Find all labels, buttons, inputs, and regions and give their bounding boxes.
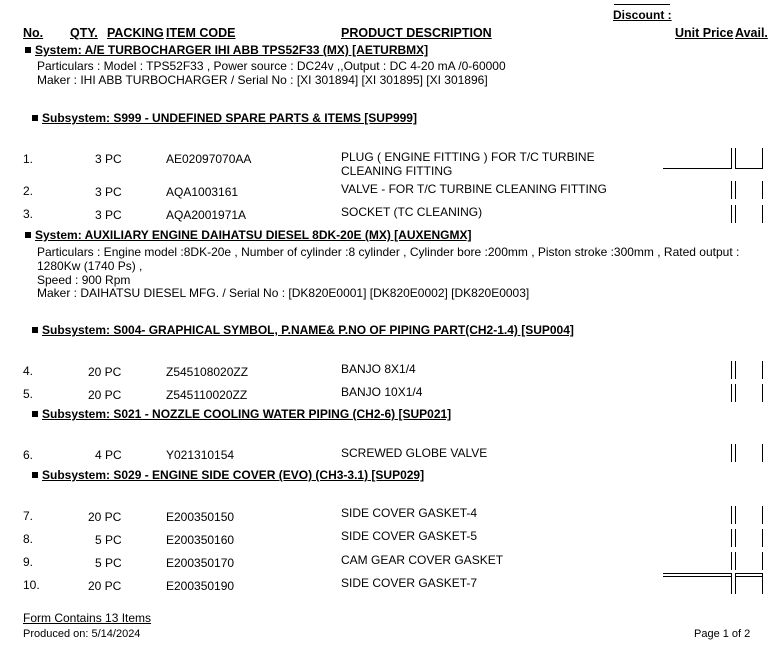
box-divider xyxy=(762,361,763,379)
bullet-icon xyxy=(32,327,38,333)
box-divider xyxy=(762,205,763,223)
subsystem-title-text: Subsystem: S021 - NOZZLE COOLING WATER PIPING (CH2-6) [SUP021] xyxy=(42,407,452,421)
item-no: 6. xyxy=(23,448,34,462)
system-speed: Speed : 900 Rpm xyxy=(37,273,131,287)
header-qty: QTY. xyxy=(70,26,98,40)
avail-box[interactable] xyxy=(736,148,762,169)
subsystem-title xyxy=(32,468,424,482)
box-divider xyxy=(735,384,736,402)
item-desc: CAM GEAR COVER GASKET xyxy=(341,553,504,567)
item-qty: 3 PC xyxy=(95,185,122,199)
system-maker: Maker : DAIHATSU DIESEL MFG. / Serial No : [DK820E0001] [DK820E0002] [DK820E0003] xyxy=(37,286,530,300)
item-qty: 4 PC xyxy=(95,448,122,462)
item-desc: SIDE COVER GASKET-7 xyxy=(341,576,478,590)
item-qty: 3 PC xyxy=(95,152,122,166)
item-desc: BANJO 10X1/4 xyxy=(341,385,423,399)
box-divider xyxy=(762,181,763,199)
box-divider xyxy=(731,148,732,169)
header-no: No. xyxy=(23,26,44,40)
box-divider xyxy=(762,148,763,169)
box-divider xyxy=(762,529,763,547)
header-item-code: ITEM CODE xyxy=(166,26,236,40)
item-desc: SIDE COVER GASKET-5 xyxy=(341,529,478,543)
box-divider xyxy=(735,529,736,547)
header-description: PRODUCT DESCRIPTION xyxy=(341,26,492,40)
header-packing: PACKING xyxy=(107,26,164,40)
system-particulars: Particulars : Engine model :8DK-20e , Number of cylinder :8 cylinder , Cylinder bore :200mm , Piston stroke :300mm , Rated output : xyxy=(37,245,740,259)
item-code: AQA2001971A xyxy=(166,208,247,222)
header-avail: Avail. xyxy=(735,26,768,40)
item-no: 3. xyxy=(23,207,34,221)
system-title xyxy=(25,228,472,242)
item-no: 4. xyxy=(23,364,34,378)
item-code: AE02097070AA xyxy=(166,152,252,166)
box-divider xyxy=(731,529,732,547)
box-divider xyxy=(762,444,763,462)
item-code: E200350150 xyxy=(166,510,235,524)
item-desc: SIDE COVER GASKET-4 xyxy=(341,506,478,520)
item-desc: SOCKET (TC CLEANING) xyxy=(341,205,483,219)
subsystem-title xyxy=(32,407,451,421)
system-maker: Maker : IHI ABB TURBOCHARGER / Serial No : [XI 301894] [XI 301895] [XI 301896] xyxy=(37,73,488,87)
produced-on: Produced on: 5/14/2024 xyxy=(23,628,141,640)
item-no: 9. xyxy=(23,555,34,569)
item-qty: 20 PC xyxy=(88,365,122,379)
item-code: E200350190 xyxy=(166,579,235,593)
unit-price-box[interactable] xyxy=(663,573,731,574)
box-divider xyxy=(731,444,732,462)
avail-box[interactable] xyxy=(736,573,762,574)
system-title-text: System: AUXILIARY ENGINE DAIHATSU DIESEL 8DK-20E (MX) [AUXENGMX] xyxy=(35,228,472,242)
box-divider xyxy=(762,506,763,524)
item-desc: PLUG ( ENGINE FITTING ) FOR T/C TURBINE xyxy=(341,150,595,164)
page-number: Page 1 of 2 xyxy=(694,628,751,640)
box-divider xyxy=(735,552,736,570)
discount-top-line xyxy=(614,0,670,5)
form-contains-link: Form Contains 13 Items xyxy=(23,611,152,625)
item-code: Y021310154 xyxy=(166,448,235,462)
discount-label: Discount : xyxy=(613,8,672,22)
bullet-icon xyxy=(32,472,38,478)
box-divider xyxy=(735,181,736,199)
box-divider xyxy=(735,506,736,524)
item-qty: 20 PC xyxy=(88,388,122,402)
bullet-icon xyxy=(25,47,31,53)
box-divider xyxy=(731,361,732,379)
item-desc: BANJO 8X1/4 xyxy=(341,362,416,376)
unit-price-box[interactable] xyxy=(663,148,731,169)
item-qty: 5 PC xyxy=(95,533,122,547)
item-qty: 3 PC xyxy=(95,208,122,222)
box-divider xyxy=(731,384,732,402)
subsystem-title xyxy=(32,111,417,125)
subsystem-title-text: Subsystem: S004- GRAPHICAL SYMBOL, P.NAME& P.NO OF PIPING PART(CH2-1.4) [SUP004] xyxy=(42,323,574,337)
bullet-icon xyxy=(32,115,38,121)
item-desc: VALVE - FOR T/C TURBINE CLEANING FITTING xyxy=(341,182,607,196)
bullet-icon xyxy=(25,232,31,238)
item-code: AQA1003161 xyxy=(166,185,239,199)
item-desc-cont: CLEANING FITTING xyxy=(341,164,453,178)
item-code: E200350170 xyxy=(166,556,235,570)
box-divider xyxy=(735,205,736,223)
box-divider xyxy=(735,444,736,462)
box-divider xyxy=(731,552,732,570)
subsystem-title xyxy=(32,323,574,337)
item-code: Z545108020ZZ xyxy=(166,365,249,379)
box-divider xyxy=(762,384,763,402)
system-particulars: Particulars : Model : TPS52F33 , Power source : DC24v ,,Output : DC 4-20 mA /0-60000 xyxy=(37,59,506,73)
box-divider xyxy=(735,361,736,379)
system-title xyxy=(25,43,428,57)
box-divider xyxy=(762,573,763,594)
item-no: 10. xyxy=(23,578,40,592)
box-divider xyxy=(762,552,763,570)
subsystem-title-text: Subsystem: S999 - UNDEFINED SPARE PARTS & ITEMS [SUP999] xyxy=(42,111,417,125)
item-code: E200350160 xyxy=(166,533,235,547)
item-qty: 5 PC xyxy=(95,556,122,570)
box-divider xyxy=(731,205,732,223)
item-desc: SCREWED GLOBE VALVE xyxy=(341,446,488,460)
item-no: 5. xyxy=(23,387,34,401)
item-no: 7. xyxy=(23,509,34,523)
item-no: 2. xyxy=(23,184,34,198)
item-qty: 20 PC xyxy=(88,579,122,593)
system-title-text: System: A/E TURBOCHARGER IHI ABB TPS52F33 (MX) [AETURBMX] xyxy=(35,43,429,57)
item-code: Z545110020ZZ xyxy=(166,388,248,402)
bullet-icon xyxy=(32,411,38,417)
header-unit-price: Unit Price xyxy=(675,26,734,40)
item-no: 8. xyxy=(23,532,34,546)
system-particulars-cont: 1280Kw (1740 Ps) , xyxy=(37,259,143,273)
avail-box[interactable] xyxy=(736,576,762,577)
item-qty: 20 PC xyxy=(88,510,122,524)
box-divider xyxy=(731,506,732,524)
box-divider xyxy=(731,181,732,199)
subsystem-title-text: Subsystem: S029 - ENGINE SIDE COVER (EVO) (CH3-3.1) [SUP029] xyxy=(42,468,425,482)
item-no: 1. xyxy=(23,152,34,166)
box-divider xyxy=(731,573,732,594)
unit-price-box[interactable] xyxy=(663,576,731,577)
